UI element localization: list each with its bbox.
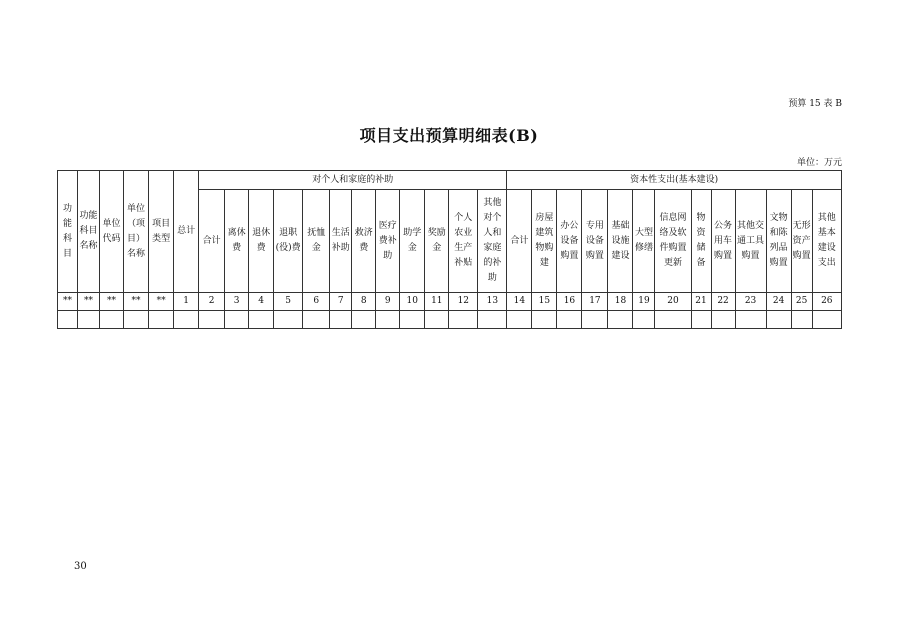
- empty-cell: [149, 311, 174, 329]
- column-number-cell: **: [124, 293, 149, 311]
- header-cell: 离休费: [225, 190, 249, 293]
- column-number-cell: 26: [812, 293, 841, 311]
- header-cell: 基础设施建设: [608, 190, 633, 293]
- header-cell: 退职(役)费: [274, 190, 303, 293]
- column-number-cell: 19: [633, 293, 655, 311]
- header-cell: 总计: [174, 171, 199, 293]
- empty-data-row: [58, 311, 842, 329]
- column-number-cell: 22: [711, 293, 735, 311]
- header-cell: 单位（项目）名称: [124, 171, 149, 293]
- column-number-cell: **: [58, 293, 78, 311]
- column-number-cell: 18: [608, 293, 633, 311]
- column-number-cell: 7: [330, 293, 352, 311]
- column-number-cell: 2: [199, 293, 225, 311]
- empty-cell: [711, 311, 735, 329]
- column-number-cell: 10: [400, 293, 425, 311]
- header-cell: 单位代码: [100, 171, 124, 293]
- empty-cell: [274, 311, 303, 329]
- column-number-cell: 12: [449, 293, 478, 311]
- empty-cell: [199, 311, 225, 329]
- header-cell: 无形资产购置: [791, 190, 812, 293]
- column-number-cell: 5: [274, 293, 303, 311]
- empty-cell: [376, 311, 400, 329]
- header-cell: 项目类型: [149, 171, 174, 293]
- column-number-cell: 4: [249, 293, 274, 311]
- header-cell: 大型修缮: [633, 190, 655, 293]
- column-number-cell: 1: [174, 293, 199, 311]
- column-number-cell: 20: [655, 293, 691, 311]
- header-cell: 专用设备购置: [582, 190, 608, 293]
- header-cell: 救济费: [352, 190, 376, 293]
- column-number-row: [58, 293, 842, 311]
- empty-cell: [691, 311, 711, 329]
- header-cell: 其他基本建设支出: [812, 190, 841, 293]
- empty-cell: [400, 311, 425, 329]
- empty-cell: [449, 311, 478, 329]
- empty-cell: [352, 311, 376, 329]
- header-cell: 助学金: [400, 190, 425, 293]
- column-number-cell: **: [149, 293, 174, 311]
- empty-cell: [330, 311, 352, 329]
- empty-cell: [582, 311, 608, 329]
- header-cell: 办公设备购置: [557, 190, 582, 293]
- column-number-cell: 9: [376, 293, 400, 311]
- empty-cell: [124, 311, 149, 329]
- column-number-cell: 11: [425, 293, 449, 311]
- column-number-cell: 25: [791, 293, 812, 311]
- header-cell: 物资储备: [691, 190, 711, 293]
- header-cell: 医疗费补助: [376, 190, 400, 293]
- unit-label: 单位：万元: [796, 158, 842, 168]
- empty-cell: [532, 311, 557, 329]
- header-cell: 房屋建筑物购建: [532, 190, 557, 293]
- empty-cell: [425, 311, 449, 329]
- header-cell: 个人农业生产补贴: [449, 190, 478, 293]
- header-cell: 功能科目名称: [78, 171, 100, 293]
- header-cell: 文物和陈列品购置: [766, 190, 791, 293]
- header-cell: 其他对个人和家庭的补助: [478, 190, 507, 293]
- empty-cell: [78, 311, 100, 329]
- header-cell: 其他交通工具购置: [735, 190, 766, 293]
- column-number-cell: 24: [766, 293, 791, 311]
- empty-cell: [608, 311, 633, 329]
- header-cell: 公务用车购置: [711, 190, 735, 293]
- header-cell: 合计: [199, 190, 225, 293]
- empty-cell: [478, 311, 507, 329]
- header-cell: 生活补助: [330, 190, 352, 293]
- header-cell: 信息网络及软件购置更新: [655, 190, 691, 293]
- empty-cell: [557, 311, 582, 329]
- budget-table: [57, 170, 842, 329]
- group-header-personal-subsidy: 对个人和家庭的补助: [199, 171, 507, 190]
- column-number-cell: 8: [352, 293, 376, 311]
- column-number-cell: 6: [303, 293, 330, 311]
- column-number-cell: 3: [225, 293, 249, 311]
- group-header-capital-expenditure: 资本性支出(基本建设): [507, 171, 842, 190]
- header-cell: 退休费: [249, 190, 274, 293]
- empty-cell: [174, 311, 199, 329]
- header-cell: 功能科目: [58, 171, 78, 293]
- empty-cell: [303, 311, 330, 329]
- empty-cell: [766, 311, 791, 329]
- column-number-cell: 15: [532, 293, 557, 311]
- empty-cell: [100, 311, 124, 329]
- column-number-cell: 16: [557, 293, 582, 311]
- page-number: 30: [74, 561, 87, 572]
- empty-cell: [507, 311, 532, 329]
- header-group-row: [58, 171, 842, 190]
- empty-cell: [58, 311, 78, 329]
- empty-cell: [633, 311, 655, 329]
- form-code: 预算 15 表 B: [788, 99, 842, 109]
- column-number-cell: **: [100, 293, 124, 311]
- column-number-cell: 17: [582, 293, 608, 311]
- empty-cell: [735, 311, 766, 329]
- empty-cell: [225, 311, 249, 329]
- column-number-cell: 13: [478, 293, 507, 311]
- header-cell: 奖励金: [425, 190, 449, 293]
- header-cell: 合计: [507, 190, 532, 293]
- column-number-cell: 14: [507, 293, 532, 311]
- empty-cell: [249, 311, 274, 329]
- page-title: 项目支出预算明细表(B): [359, 126, 539, 145]
- header-cell: 抚恤金: [303, 190, 330, 293]
- column-number-cell: 21: [691, 293, 711, 311]
- empty-cell: [655, 311, 691, 329]
- column-number-cell: 23: [735, 293, 766, 311]
- column-number-cell: **: [78, 293, 100, 311]
- empty-cell: [791, 311, 812, 329]
- empty-cell: [812, 311, 841, 329]
